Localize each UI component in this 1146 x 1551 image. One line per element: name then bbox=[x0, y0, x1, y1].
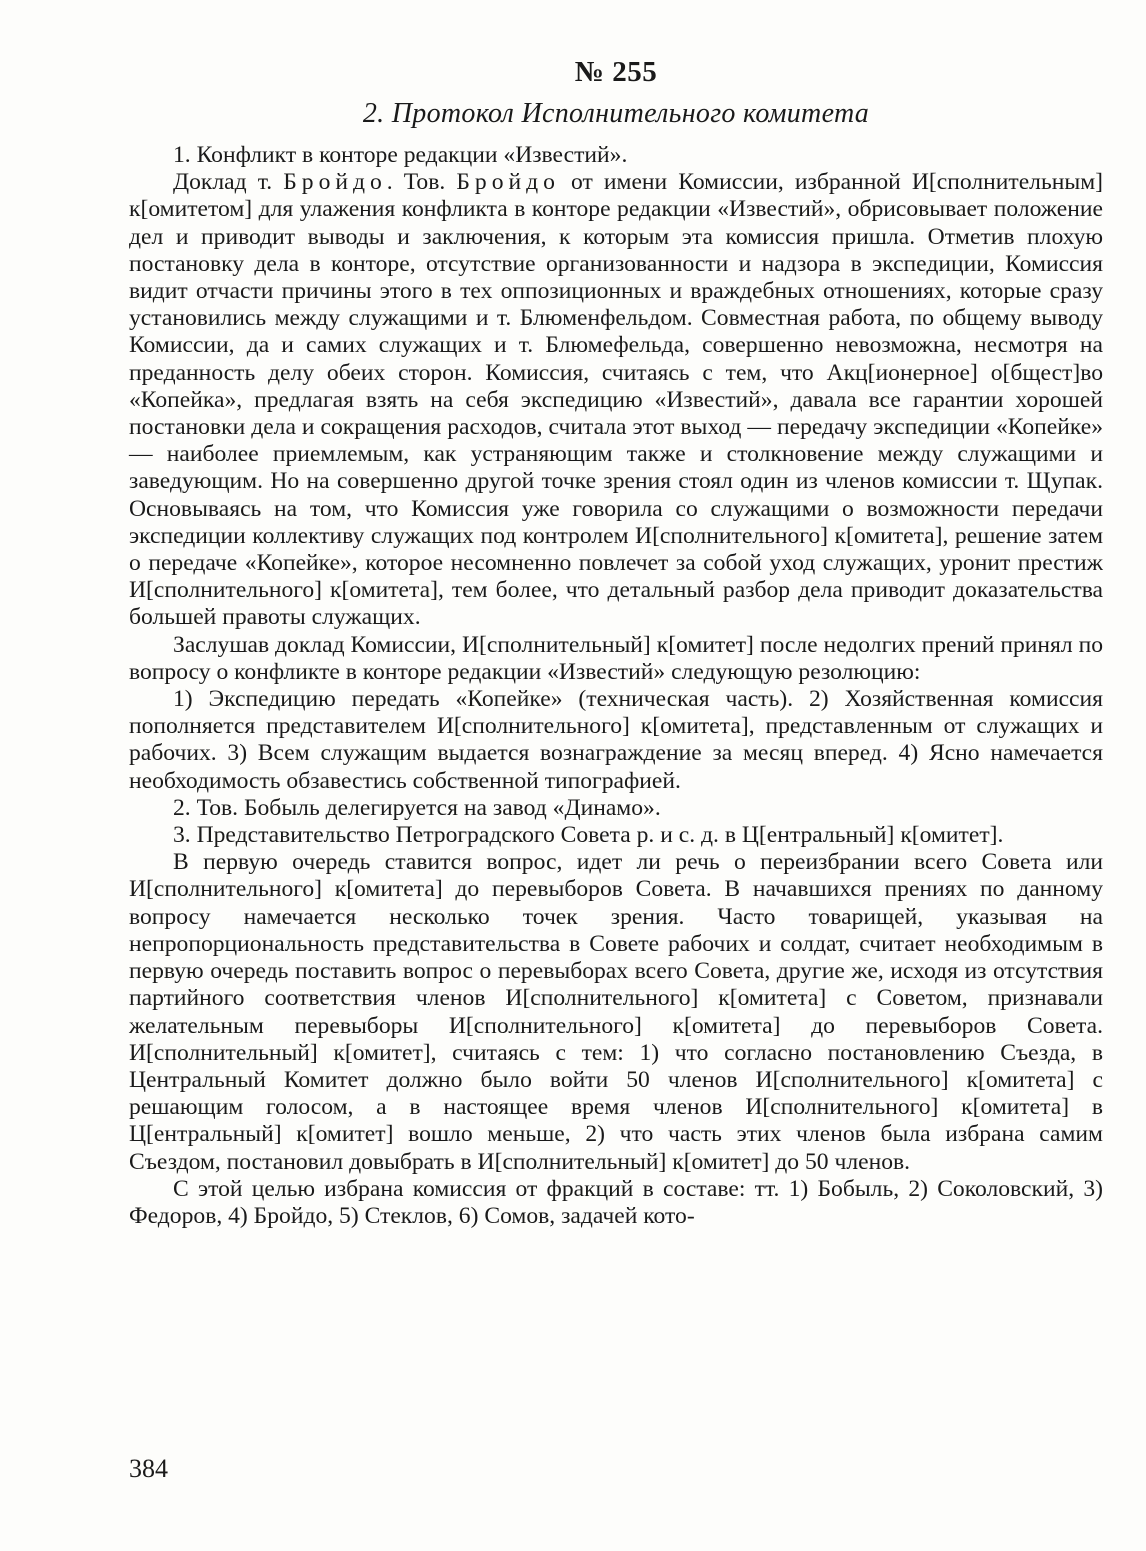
document-title: 2. Протокол Исполнительного комитета bbox=[362, 98, 870, 129]
speaker-name-spaced: Бройдо bbox=[283, 169, 387, 196]
report-paragraph bbox=[129, 169, 1103, 631]
document-number: № 255 bbox=[574, 56, 658, 88]
resolution-points: 1) Экспедицию передать «Копейке» (техническая часть). 2) Хозяйственная комиссия пополняется представителем И[сполнительного] к[омитета], представленным от служащих и рабочих. 3) Всем служащим выдается вознаграждение за месяц вперед. 4) Ясно намечается необходимость обзавестись собственной типографией. bbox=[129, 686, 1103, 794]
page-number: 384 bbox=[129, 1454, 168, 1483]
commission-composition: С этой целью избрана комиссия от фракций в составе: тт. 1) Бобыль, 2) Соколовский, 3) Федоров, 4) Бройдо, 5) Стеклов, 6) Сомов, задачей кото- bbox=[129, 1175, 1103, 1229]
document-page bbox=[129, 52, 1103, 1492]
report-intro: Доклад т. bbox=[173, 169, 284, 196]
document-body bbox=[129, 142, 1103, 1230]
agenda-item-2: 2. Тов. Бобыль делегируется на завод «Динамо». bbox=[173, 794, 661, 821]
representation-discussion: В первую очередь ставится вопрос, идет ли речь о переизбрании всего Совета или И[сполнительного] к[омитета] до перевыборов Совета. В начавшихся прениях по данному вопросу намечается несколько точек зрения. Часто товарищей, указывая на непропорциональность представительства в Совете рабочих и солдат, считает необходимым в первую очередь поставить вопрос о перевыборах всего Совета, другие же, исходя из отсутствия партийного соответствия членов И[сполнительного] к[омитета] с Советом, признавали желательным перевыборы И[сполнительного] к[омитета] до перевыборов Совета. И[сполнительный] к[омитет], считаясь с тем: 1) что согласно постановлению Съезда, в Центральный Комитет должно было войти 50 членов И[сполнительного] к[омитета] с решающим голосом, а в настоящее время членов И[сполнительного] к[омитета] в Ц[ентральный] к[омитет] вошло меньше, 2) что часть этих членов была избрана самим Съездом, постановил довыбрать в И[сполнительный] к[омитет] до 50 членов. bbox=[129, 849, 1103, 1175]
report-connector: . Тов. bbox=[386, 169, 457, 196]
resolution-intro: Заслушав доклад Комиссии, И[сполнительный] к[омитет] после недолгих прений принял по вопросу о конфликте в конторе редакции «Известий» следующую резолюцию: bbox=[129, 631, 1103, 685]
agenda-item-3: 3. Представительство Петроградского Совета р. и с. д. в Ц[ентральный] к[омитет]. bbox=[173, 822, 1004, 849]
report-text: от имени Комиссии, избранной И[сполнительным] к[омитетом] для улажения конфликта в конторе редакции «Известий», обрисовывает положение дел и приводит выводы и заключения, к которым эта комиссия пришла. Отметив плохую постановку дела в конторе, отсутствие организованности и надзора в экспедиции, Комиссия видит отчасти причины этого в тех оппозиционных и враждебных отношениях, которые сразу установились между служащими и т. Блюменфельдом. Совместная работа, по общему выводу Комиссии, да и самих служащих и т. Блюмефельда, совершенно невозможна, несмотря на преданность делу обеих сторон. Комиссия, считаясь с тем, что Акц[ионерное] о[бщест]во «Копейка», предлагая взять на себя экспедицию «Известий», давала все гарантии хорошей постановки дела и сокращения расходов, считала этот выход — передачу экспедиции «Копейке» — наиболее приемлемым, как устраняющим также и столкновение между служащими и заведующим. Но на совершенно другой точке зрения стоял один из членов комиссии т. Щупак. Основываясь на том, что Комиссия уже говорила со служащими о возможности передачи экспедиции коллективу служащих под контролем И[сполнительного] к[омитета], решение затем о передаче «Копейке», которое несомненно повлечет за собой уход служащих, уронит престиж И[сполнительного] к[омитета], тем более, что детальный разбор дела приводит доказательства большей правоты служащих. bbox=[129, 169, 1103, 631]
agenda-item-1: 1. Конфликт в конторе редакции «Известий». bbox=[173, 142, 628, 168]
speaker-name-spaced-2: Бройдо bbox=[456, 169, 560, 196]
